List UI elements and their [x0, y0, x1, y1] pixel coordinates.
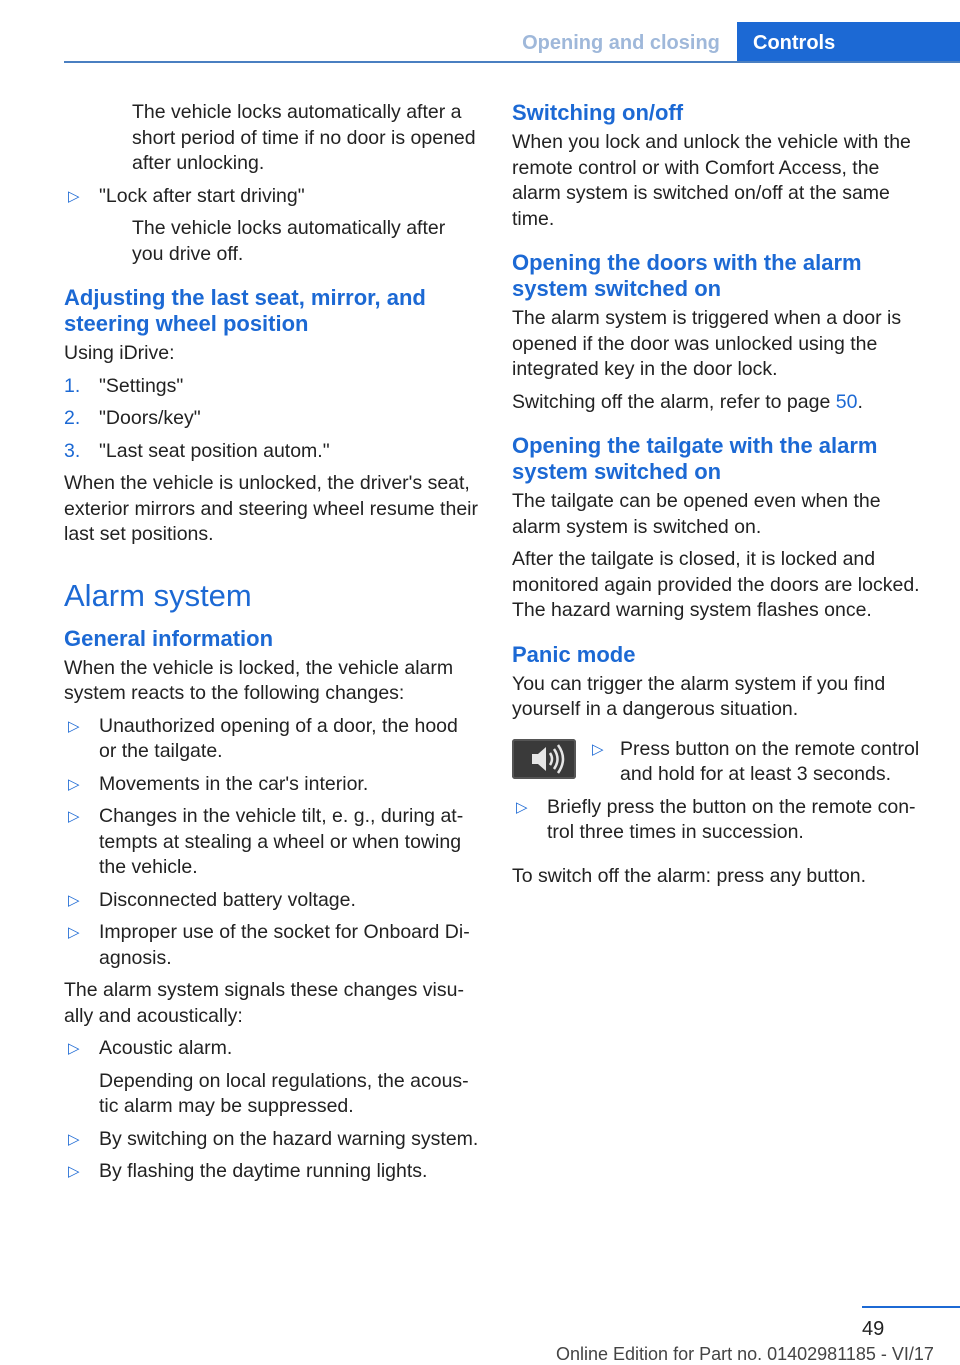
paragraph: Using iDrive:	[64, 342, 175, 364]
panic-button-item: ▷ Press button on the remote control and hold for at least 3 seconds.	[512, 737, 932, 788]
paragraph: When the vehicle is locked, the vehicle alarm system reacts to the following changes:	[64, 656, 454, 704]
bullet-triangle-icon: ▷	[68, 891, 80, 909]
bullet-triangle-icon: ▷	[68, 1130, 80, 1148]
bullet-triangle-icon: ▷	[68, 187, 80, 205]
header-tab-controls: Controls	[737, 22, 960, 62]
list-item: ▷ By flashing the daytime running lights.	[64, 1159, 480, 1185]
section-heading: Opening the doors with the alarm system switched on	[512, 250, 862, 301]
section-heading: General information	[64, 625, 274, 651]
bullet-triangle-icon: ▷	[68, 924, 80, 941]
list-item: 3. "Last seat position autom."	[64, 439, 330, 462]
bullet-triangle-icon: ▷	[592, 740, 604, 758]
footer-rule	[862, 1306, 960, 1308]
paragraph: The vehicle locks automatically after you drive off.	[132, 217, 446, 265]
paragraph: After the tailgate is closed, it is locked and monitored again provided the doors are locked. The hazard warning system flashes once.	[512, 548, 920, 621]
paragraph: Switching off the alarm, refer to page 50.	[512, 390, 863, 413]
paragraph: The alarm system is triggered when a door is opened if the door was unlocked using the integrated key in the door lock.	[512, 307, 902, 380]
list-item: 2. "Doors/key"	[64, 407, 201, 429]
section-heading: Panic mode	[512, 641, 636, 667]
page-number: 49	[862, 1318, 885, 1340]
paragraph: To switch off the alarm: press any button.	[512, 864, 867, 887]
list-item: ▷ Acoustic alarm.	[64, 1036, 480, 1062]
list-item: ▷ Disconnected battery voltage.	[64, 888, 480, 914]
list-item: ▷ By switching on the hazard warning system.	[64, 1127, 480, 1153]
bullet-triangle-icon: ▷	[68, 1040, 80, 1057]
paragraph: The tailgate can be opened even when the alarm system is switched on.	[512, 490, 881, 538]
edition-note: Online Edition for Part no. 01402981185 - VI/17	[556, 1344, 934, 1364]
list-item: ▷ "Lock after start driving"	[64, 184, 480, 210]
section-heading: Opening the tailgate with the alarm system switched on	[512, 433, 878, 484]
bullet-triangle-icon: ▷	[68, 775, 80, 793]
list-item: ▷ Unauthorized opening of a door, the hood or the tailgate.	[68, 714, 458, 762]
section-heading: Switching on/off	[512, 100, 684, 125]
paragraph: When you lock and unlock the vehicle with the remote control or with Comfort Access, the alarm system is switched on/off at the same time.	[512, 131, 911, 230]
page-link[interactable]: 50	[835, 390, 858, 413]
list-item: ▷ Movements in the car's interior.	[64, 772, 480, 798]
right-column	[512, 100, 932, 896]
chapter-title: Alarm system	[64, 577, 252, 613]
list-item: ▷ Briefly press the button on the remote control three times in succession.	[516, 795, 916, 843]
bullet-triangle-icon: ▷	[516, 798, 528, 816]
bullet-triangle-icon: ▷	[68, 717, 80, 735]
bullet-triangle-icon: ▷	[68, 808, 80, 825]
paragraph: The alarm system signals these changes visually and acoustically:	[64, 979, 464, 1027]
list-item: 1. "Settings"	[64, 374, 184, 397]
paragraph: When the vehicle is unlocked, the driver's seat, exterior mirrors and steering wheel resume their last set positions.	[64, 472, 478, 545]
left-column	[64, 100, 480, 1192]
bullet-triangle-icon: ▷	[68, 1163, 80, 1180]
header-tab-opening-closing: Opening and closing	[522, 32, 720, 54]
list-item: ▷ Changes in the vehicle tilt, e. g., during attempts at stealing a wheel or when towing the vehicle.	[68, 805, 464, 878]
section-heading: Adjusting the last seat, mirror, and steering wheel position	[64, 285, 426, 336]
paragraph: Depending on local regulations, the acoustic alarm may be suppressed.	[99, 1069, 469, 1117]
paragraph: You can trigger the alarm system if you find yourself in a dangerous situation.	[512, 672, 886, 720]
header-rule	[64, 61, 960, 63]
list-item: ▷ Improper use of the socket for Onboard Diagnosis.	[68, 921, 470, 969]
paragraph: The vehicle locks automatically after a short period of time if no door is opened after unlocking.	[132, 101, 476, 174]
